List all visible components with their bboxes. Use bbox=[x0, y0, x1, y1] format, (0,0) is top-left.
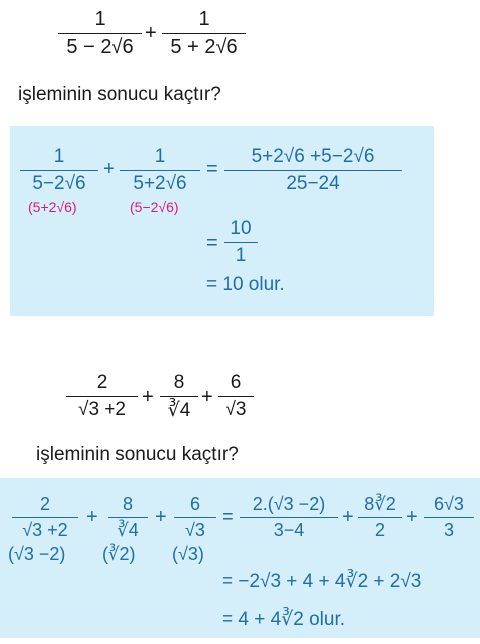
q2-fraction-3 bbox=[218, 372, 254, 421]
s2-line-3: = 4 + 4∛2 olur. bbox=[222, 609, 346, 630]
s2-frac1-multiplier: (√3 −2) bbox=[8, 544, 66, 564]
s1-step2-numerator: 10 bbox=[230, 218, 252, 239]
s1-fraction-2 bbox=[120, 146, 200, 195]
q1-fraction-2 bbox=[162, 8, 246, 59]
s2-r1-denominator: 3−4 bbox=[273, 520, 305, 540]
s2-line-2: = −2√3 + 4 + 4∛2 + 2√3 bbox=[222, 571, 422, 592]
s2-result-fraction-2 bbox=[358, 494, 402, 541]
s2-r2-numerator: 8∛2 bbox=[364, 494, 396, 514]
s1-frac2-denominator: 5+2√6 bbox=[133, 173, 187, 194]
q2-frac1-denominator: √3 +2 bbox=[78, 399, 126, 420]
s1-frac1-numerator: 1 bbox=[53, 146, 65, 167]
s1-equals-sign: = bbox=[206, 158, 218, 180]
q1-frac2-numerator: 1 bbox=[198, 8, 210, 30]
s2-frac3-numerator: 6 bbox=[189, 494, 200, 514]
q2-frac2-numerator: 8 bbox=[173, 372, 185, 393]
s1-plus-sign: + bbox=[103, 158, 115, 180]
s2-frac2-multiplier: (∛2) bbox=[102, 544, 136, 564]
s1-step2-denominator: 1 bbox=[235, 245, 247, 266]
q2-plus-sign-2: + bbox=[201, 386, 213, 408]
s2-fraction-2 bbox=[108, 494, 148, 541]
s2-plus-sign-3: + bbox=[342, 506, 354, 528]
s2-frac2-numerator: 8 bbox=[122, 494, 133, 514]
s2-frac1-denominator: √3 +2 bbox=[22, 520, 68, 540]
q1-frac1-numerator: 1 bbox=[94, 8, 106, 30]
q1-fraction-1 bbox=[58, 8, 142, 59]
s2-frac3-denominator: √3 bbox=[185, 520, 205, 540]
q1-frac1-denominator: 5 − 2√6 bbox=[66, 36, 134, 58]
q2-plus-sign-1: + bbox=[142, 386, 154, 408]
s1-fraction-1 bbox=[20, 146, 98, 195]
s2-plus-sign-1: + bbox=[86, 506, 98, 528]
q1-plus-sign: + bbox=[145, 22, 157, 44]
s2-result-fraction-3 bbox=[424, 494, 474, 541]
s2-frac2-denominator: ∛4 bbox=[117, 520, 139, 540]
s1-equals-sign-2: = bbox=[206, 232, 218, 254]
s1-frac1-multiplier: (5+2√6) bbox=[28, 199, 77, 215]
q2-fraction-2 bbox=[160, 372, 198, 422]
s2-fraction-1 bbox=[12, 494, 78, 541]
q2-frac3-numerator: 6 bbox=[230, 372, 242, 393]
s1-frac1-denominator: 5−2√6 bbox=[32, 173, 86, 194]
s2-fraction-3 bbox=[174, 494, 216, 541]
q2-frac1-numerator: 2 bbox=[96, 372, 108, 393]
s2-r2-denominator: 2 bbox=[374, 520, 385, 540]
s2-result-fraction-1 bbox=[240, 494, 338, 541]
s1-result-denominator: 25−24 bbox=[286, 173, 340, 194]
s1-result-fraction bbox=[224, 146, 402, 195]
q1-frac2-denominator: 5 + 2√6 bbox=[170, 36, 238, 58]
s2-r3-numerator: 6√3 bbox=[434, 494, 464, 514]
s1-final-result: = 10 olur. bbox=[206, 274, 285, 295]
s2-frac3-multiplier: (√3) bbox=[172, 544, 204, 564]
q2-question-text: işleminin sonucu kaçtır? bbox=[36, 444, 239, 465]
s1-step2-fraction bbox=[224, 218, 258, 267]
s2-plus-sign-2: + bbox=[155, 506, 167, 528]
s2-frac1-numerator: 2 bbox=[39, 494, 50, 514]
q2-frac2-denominator: ∛4 bbox=[167, 400, 191, 421]
q1-question-text: işleminin sonucu kaçtır? bbox=[18, 84, 221, 105]
s1-frac2-multiplier: (5−2√6) bbox=[130, 199, 179, 215]
s2-plus-sign-4: + bbox=[406, 506, 418, 528]
s1-result-numerator: 5+2√6 +5−2√6 bbox=[251, 146, 375, 167]
s2-r3-denominator: 3 bbox=[443, 520, 454, 540]
s2-equals-sign: = bbox=[222, 506, 234, 528]
s1-frac2-numerator: 1 bbox=[154, 146, 166, 167]
q2-fraction-1 bbox=[66, 372, 138, 421]
q2-frac3-denominator: √3 bbox=[225, 399, 247, 420]
s2-r1-numerator: 2.(√3 −2) bbox=[252, 494, 326, 514]
